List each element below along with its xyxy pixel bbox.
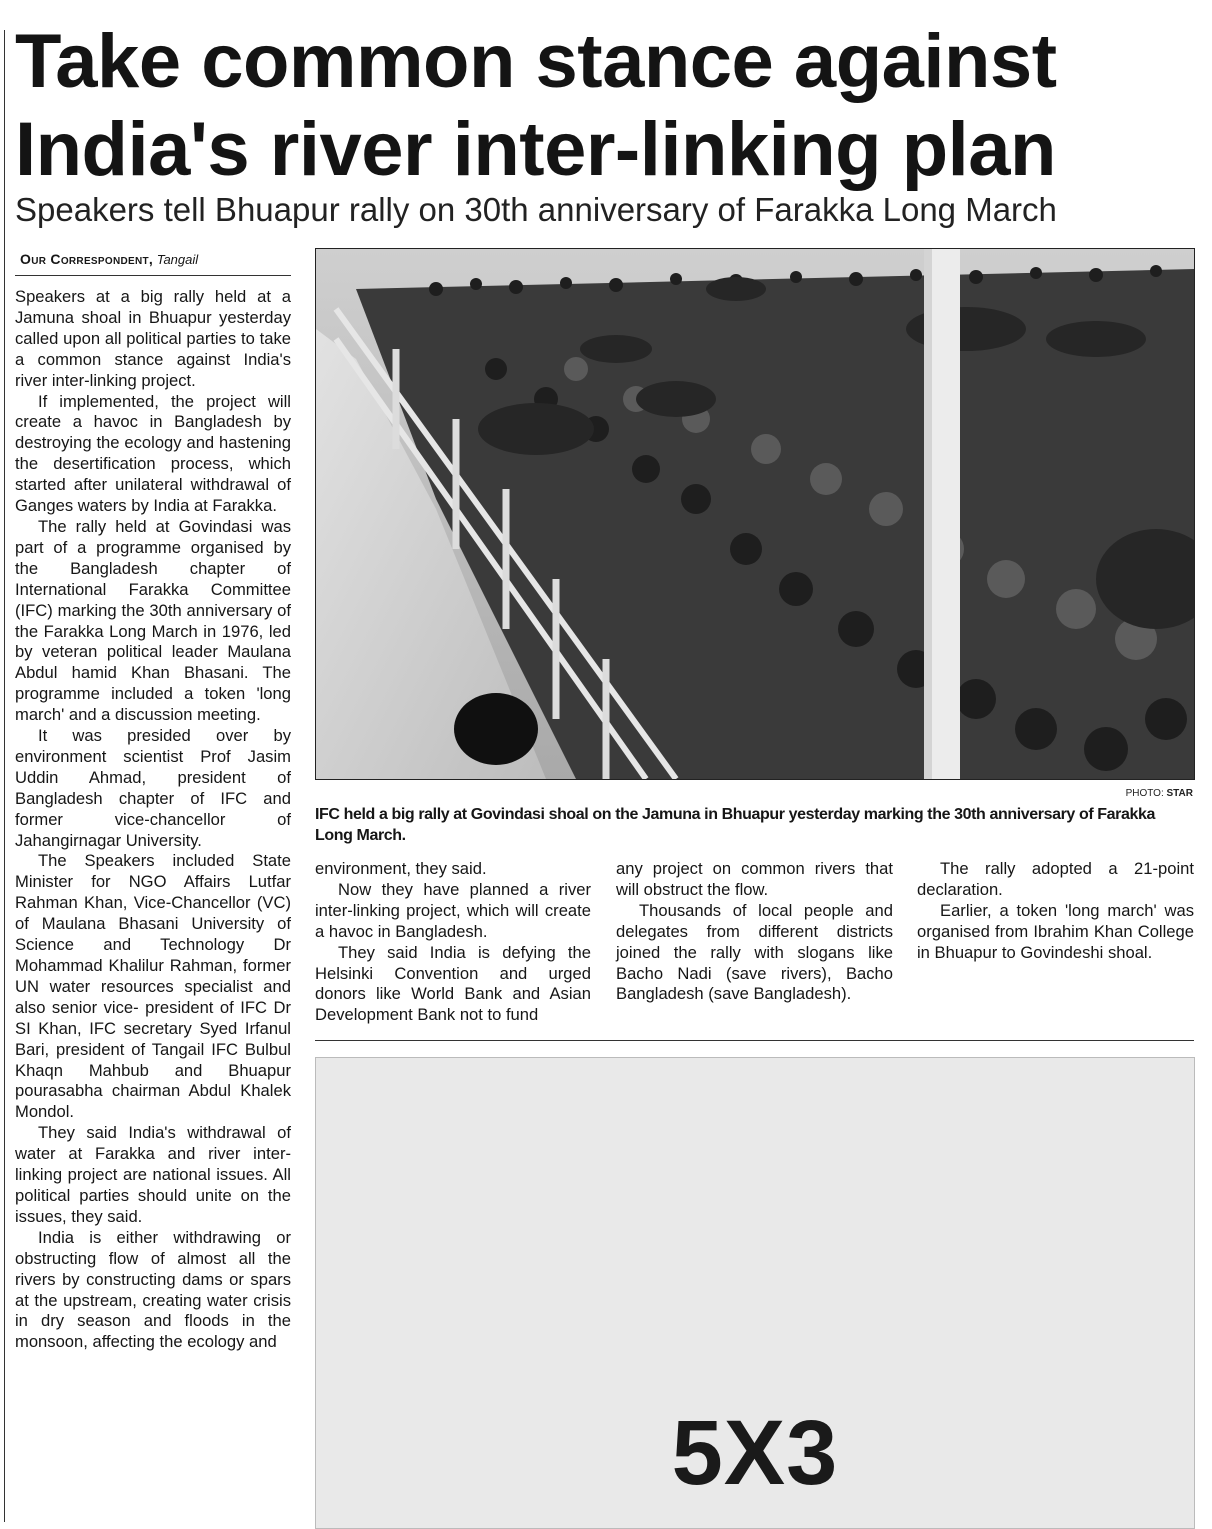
paragraph: any project on common rivers that will obstruct the flow. [616,859,893,899]
byline-rule [15,275,291,276]
rally-photo [315,248,1195,780]
byline-location: Tangail [156,252,199,267]
headline: Take common stance against India's river inter-linking plan [15,19,1057,192]
advertisement-size-label: 5X3 [671,1402,839,1504]
article-column-3 [616,859,893,1005]
paragraph: Speakers at a big rally held at a Jamuna shoal in Bhuapur yesterday called upon all political parties to take a common stance against India's river inter-linking project. [15,287,291,390]
advertisement-placeholder [315,1057,1195,1529]
paragraph: It was presided over by environment scientist Prof Jasim Uddin Ahmad, president of Bangladesh chapter of IFC and former vice-chancellor of Jahangirnagar University. [15,726,291,850]
photo-credit [1000,788,1193,800]
paragraph: They said India's withdrawal of water at Farakka and river inter-linking project are national issues. All political parties should unite on the issues, they said. [15,1123,291,1226]
article-column-1 [15,287,291,1353]
paragraph: Now they have planned a river inter-linking project, which will create a havoc in Bangladesh. [315,879,591,941]
paragraph: The rally held at Govindasi was part of a programme organised by the Bangladesh chapter of International Farakka Committee (IFC) marking the 30th anniversary of the Farakka Long March in 1976, led by veteran political leader Maulana Abdul hamid Khan Bhasani. The programme included a token 'long march' and a discussion meeting. [15,516,291,725]
photo-caption: IFC held a big rally at Govindasi shoal on the Jamuna in Bhuapur yesterday marking the 30th anniversary of Farakka Long March. [315,806,1155,844]
advertisement-rule [315,1040,1194,1041]
paragraph: The rally adopted a 21-point declaration. [917,859,1194,899]
paragraph: Thousands of local people and delegates from different districts joined the rally with slogans like Bacho Nadi (save rivers), Bacho Bangladesh (save Bangladesh). [616,900,893,1004]
byline-correspondent: Our Correspondent, [20,251,154,267]
left-column-rule [4,30,5,1522]
article-column-2 [315,859,591,1026]
photo-credit-prefix: PHOTO: [1125,788,1164,799]
subheadline: Speakers tell Bhuapur rally on 30th anniversary of Farakka Long March [15,191,1057,228]
paragraph: environment, they said. [315,859,487,878]
paragraph: They said India is defying the Helsinki Convention and urged donors like World Bank and Asian Development Bank not to fund [315,942,591,1025]
photo-credit-source: STAR [1166,788,1193,799]
paragraph: The Speakers included State Minister for NGO Affairs Lutfar Rahman Khan, Vice-Chancellor (VC) of Maulana Bhasani University of Science and Technology Dr Mohammad Khalilur Rahman, former UN water resources specialist and also senior vice- president of IFC Dr SI Khan, IFC secretary Syed Irfanul Bari, president of Tangail IFC Bulbul Khaqn Mahbub and Bhuapur pourasabha chairman Abdul Khalek Mondol. [15,851,291,1122]
rally-crowd-image [316,249,1194,779]
paragraph: India is either withdrawing or obstructing flow of almost all the rivers by constructing dams or spars at the upstream, creating water crisis in dry season and floods in the monsoon, affecting the ecology and [15,1227,291,1352]
article-column-4 [917,859,1194,964]
byline [20,250,290,269]
paragraph: Earlier, a token 'long march' was organised from Ibrahim Khan College in Bhuapur to Govindeshi shoal. [917,900,1194,962]
paragraph: If implemented, the project will create a havoc in Bangladesh by destroying the ecology and hastening the desertification process, which started after unilateral withdrawal of Ganges waters by India at Farakka. [15,391,291,516]
